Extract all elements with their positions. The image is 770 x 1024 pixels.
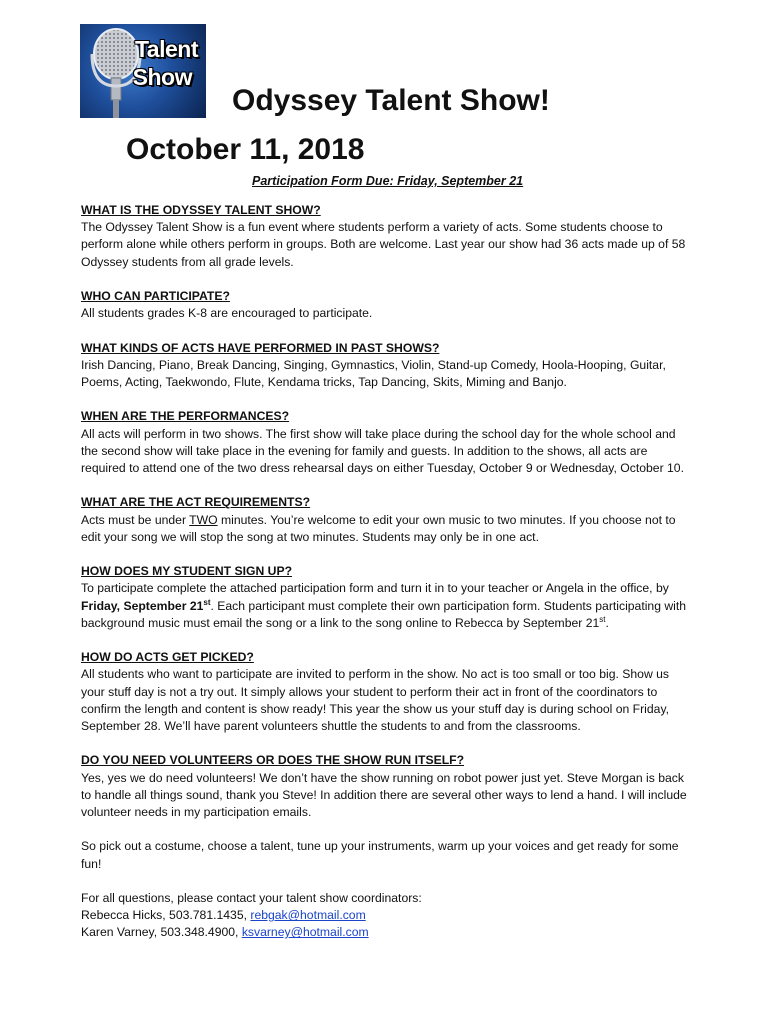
section-who	[81, 288, 693, 322]
due-date-line: Participation Form Due: Friday, September 21	[252, 174, 524, 188]
section-text: All acts will perform in two shows. The first show will take place during the school day for the whole school and the second show will take place in the evening for family and guests. In addition to the shows, all acts are required to attend one of the two dress rehearsal days on either Tuesday, October 9 or Wednesday, October 10.	[81, 426, 684, 475]
section-text-end: minutes. You’re welcome to edit your own music to two minutes. If you choose not to edit your song we will stop the song at two minutes. Students may only be in one act.	[81, 512, 676, 544]
section-text-start: Acts must be under	[81, 512, 190, 527]
section-heading: HOW DO ACTS GET PICKED?	[81, 650, 254, 665]
contact-block	[81, 890, 693, 942]
page-title: Odyssey Talent Show!	[232, 84, 550, 117]
section-text: All students grades K-8 are encouraged to participate.	[81, 306, 373, 321]
section-heading: WHAT KINDS OF ACTS HAVE PERFORMED IN PAST SHOWS?	[81, 340, 440, 355]
date-suffix: st	[599, 614, 606, 624]
section-text: All students who want to participate are invited to perform in the show. No act is too small or too big. Show us your stuff day is not a try out. It simply allows your student to perform their act in front of the coordinators to confirm the length and content is show ready! This year the show us your stuff day is during school on Friday, September 28. We’ll have parent volunteers shuttle the students to and from the classrooms.	[81, 667, 670, 733]
deadline-suffix: st	[203, 597, 211, 607]
contact-karen	[81, 924, 693, 941]
section-kinds	[81, 340, 693, 392]
section-volunteers	[81, 752, 693, 821]
section-picked	[81, 649, 693, 735]
document-body	[81, 202, 693, 942]
event-date: October 11, 2018	[126, 133, 365, 166]
karen-email-link[interactable]: ksvarney@hotmail.com	[241, 925, 369, 940]
section-text-end: .	[605, 615, 609, 630]
contact-details: Karen Varney, 503.348.4900,	[81, 925, 242, 940]
section-text-start: To participate complete the attached participation form and turn it in to your teacher or Angela in the office, by	[81, 581, 669, 596]
signup-deadline	[81, 599, 211, 613]
section-heading: HOW DOES MY STUDENT SIGN UP?	[81, 564, 293, 579]
contact-intro: For all questions, please contact your talent show coordinators:	[81, 890, 422, 905]
section-what-is	[81, 202, 693, 271]
rebecca-email-link[interactable]: rebgak@hotmail.com	[250, 908, 366, 923]
section-text-emphasis: TWO	[189, 512, 218, 527]
contact-rebecca	[81, 907, 693, 924]
contact-details: Rebecca Hicks, 503.781.1435,	[81, 908, 251, 923]
section-heading: DO YOU NEED VOLUNTEERS OR DOES THE SHOW RUN ITSELF?	[81, 753, 465, 768]
section-text: Yes, yes we do need volunteers! We don’t have the show running on robot power just yet. Steve Morgan is back to handle all things sound, thank you Steve! In addition there are several other ways to lend a hand. I will include volunteer needs in my participation emails.	[81, 770, 687, 819]
talent-show-logo	[80, 24, 206, 118]
section-text: Irish Dancing, Piano, Break Dancing, Singing, Gymnastics, Violin, Stand-up Comedy, Hoola-Hooping, Guitar, Poems, Acting, Taekwondo, Flute, Kendama tricks, Tap Dancing, Skits, Miming and Banjo.	[81, 357, 666, 389]
closing-paragraph: So pick out a costume, choose a talent, tune up your instruments, warm up your voices and get ready for some fun!	[81, 839, 679, 871]
section-when	[81, 408, 693, 477]
section-heading: WHAT IS THE ODYSSEY TALENT SHOW?	[81, 203, 321, 217]
section-text-middle: . Each participant must complete their own participation form. Students participating with background music must email the song or a link to the song online to Rebecca by September 21	[81, 598, 687, 630]
logo-text-show: Show	[132, 64, 192, 90]
deadline-text: Friday, September 21	[81, 598, 204, 613]
section-signup	[81, 563, 693, 632]
section-heading: WHO CAN PARTICIPATE?	[81, 289, 230, 303]
section-heading: WHAT ARE THE ACT REQUIREMENTS?	[81, 495, 311, 510]
section-requirements	[81, 494, 693, 546]
section-text: The Odyssey Talent Show is a fun event where students perform a variety of acts. Some students choose to perform alone while others perform in groups. Both are welcome. Last year our show had 36 acts made up of 58 Odyssey students from all grade levels.	[81, 220, 686, 269]
logo-text-talent: Talent	[134, 36, 198, 62]
section-heading: WHEN ARE THE PERFORMANCES?	[81, 409, 290, 424]
